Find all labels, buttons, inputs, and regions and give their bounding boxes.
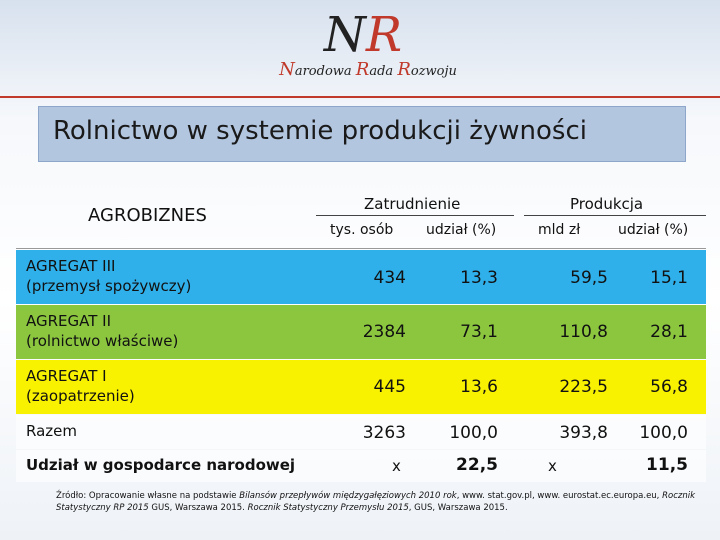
table-cell: 56,8 xyxy=(650,377,688,397)
header-divider xyxy=(0,96,720,98)
table-cell: 13,3 xyxy=(460,268,498,288)
subheader-employees: tys. osób xyxy=(330,222,394,238)
table-cell: 223,5 xyxy=(559,377,608,397)
subheader-employment-share: udział (%) xyxy=(426,222,497,238)
table-cell: 13,6 xyxy=(460,377,498,397)
table-cell: 445 xyxy=(373,377,406,397)
table-cell: 3263 xyxy=(362,423,406,443)
table-cell: 15,1 xyxy=(650,268,688,288)
table-cell: x xyxy=(392,457,401,475)
subheader-production-share: udział (%) xyxy=(618,222,689,238)
table-cell: x xyxy=(548,457,557,475)
table-cell: 11,5 xyxy=(646,455,688,475)
table-cell: 100,0 xyxy=(639,423,688,443)
header-rule xyxy=(16,248,706,249)
table-row-label: AGREGAT III (przemysł spożywczy) xyxy=(26,257,192,295)
header xyxy=(0,0,720,98)
table-cell: 434 xyxy=(373,268,406,288)
source-footnote: Źródło: Opracowanie własne na podstawie Bilansów przepływów międzygałęziowych 2010 rok, www. stat.gov.pl, www. eurostat.ec.europa.eu, Rocznik Statystyczny RP 2015 GUS, Warszawa 2015. Rocznik Statystyczny Przemysłu 2015, GUS, Warszawa 2015. xyxy=(56,491,696,513)
table-cell: 110,8 xyxy=(559,322,608,342)
title-box xyxy=(38,106,686,162)
table-cell: 393,8 xyxy=(559,423,608,443)
table-cell: 28,1 xyxy=(650,322,688,342)
table-row-label: Udział w gospodarce narodowej xyxy=(26,456,296,474)
subheader-production-value: mld zł xyxy=(538,222,581,238)
table-row-label: Razem xyxy=(26,422,77,440)
nrr-logo-mark: NR xyxy=(323,7,403,63)
nrr-logo-text: Narodowa Rada Rozwoju xyxy=(279,59,457,80)
table-corner-label: AGROBIZNES xyxy=(88,205,207,226)
group-header-production: Produkcja xyxy=(570,195,644,213)
table-cell: 73,1 xyxy=(460,322,498,342)
table-cell: 2384 xyxy=(362,322,406,342)
page-title: Rolnictwo w systemie produkcji żywności xyxy=(53,116,587,146)
table-row-label: AGREGAT I (zaopatrzenie) xyxy=(26,367,135,405)
group-underline-production xyxy=(524,215,706,216)
group-underline-employment xyxy=(316,215,514,216)
table-cell: 59,5 xyxy=(570,268,608,288)
table-cell: 22,5 xyxy=(456,455,498,475)
group-header-employment: Zatrudnienie xyxy=(364,195,461,213)
table-cell: 100,0 xyxy=(449,423,498,443)
table-row-label: AGREGAT II (rolnictwo właściwe) xyxy=(26,312,179,350)
